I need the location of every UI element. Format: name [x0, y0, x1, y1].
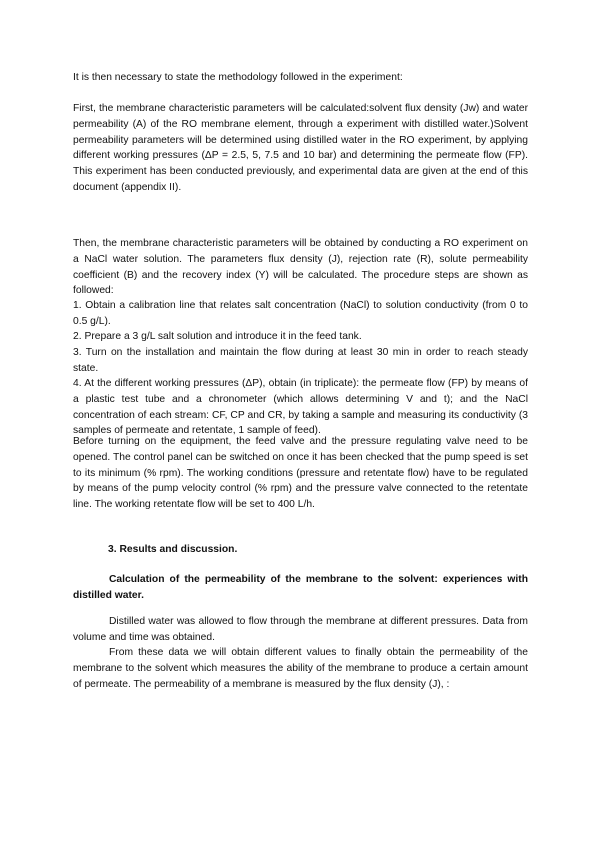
then-paragraph: Then, the membrane characteristic parameters will be obtained by conducting a RO experiment on a NaCl water solution. The parameters flux density (J), rejection rate (R), solute permeability coefficient (B) and the recovery index (Y) will be calculated. The procedure steps are shown as followed:	[73, 238, 528, 297]
subheading: Calculation of the permeability of the membrane to the solvent: experiences with distilled water.	[73, 574, 528, 601]
procedure-step-4: 4. At the different working pressures (ΔP), obtain (in triplicate): the permeate flow (FP) by means of a plastic test tube and a chronometer (which allows determining V and t); and the NaCl concentration of each stream: CF, CP and CR, by taking a sample and measuring its conductivity (3 samples of permeate and retentate, 1 sample of feed).	[73, 378, 528, 437]
procedure-step-3: 3. Turn on the installation and maintain the flow during at least 30 min in order to reach steady state.	[73, 347, 528, 374]
intro-paragraph: It is then necessary to state the methodology followed in the experiment:	[73, 72, 403, 83]
first-paragraph: First, the membrane characteristic parameters will be calculated:solvent flux density (Jw) and water permeability (A) of the RO membrane element, through a experiment with distilled water.)Solvent permeability parameters will be determined using distilled water in the RO experiment, by applying different working pressures (ΔP = 2.5, 5, 7.5 and 10 bar) and determining the permeate flow (FP). This experiment has been conducted previously, and experimental data are given at the end of this document (appendix II).	[73, 103, 528, 193]
procedure-step-2: 2. Prepare a 3 g/L salt solution and introduce it in the feed tank.	[73, 331, 362, 342]
distilled-paragraph: Distilled water was allowed to flow through the membrane at different pressures. Data from volume and time was obtained.	[73, 616, 528, 643]
from-data-paragraph: From these data we will obtain different values to finally obtain the permeability of the membrane to the solvent which measures the ability of the membrane to produce a certain amount of permeate. The permeability of a membrane is measured by the flux density (J), :	[73, 647, 528, 690]
section-heading: 3. Results and discussion.	[108, 544, 238, 555]
procedure-step-1: 1. Obtain a calibration line that relates salt concentration (NaCl) to solution conductivity (from 0 to 0.5 g/L).	[73, 300, 528, 327]
before-paragraph: Before turning on the equipment, the feed valve and the pressure regulating valve need to be opened. The control panel can be switched on once it has been checked that the pump speed is set to its minimum (% rpm). The working conditions (pressure and retentate flow) have to be regulated by means of the pump velocity control (% rpm) and the pressure valve connected to the retentate line. The working retentate flow will be set to 400 L/h.	[73, 436, 528, 511]
